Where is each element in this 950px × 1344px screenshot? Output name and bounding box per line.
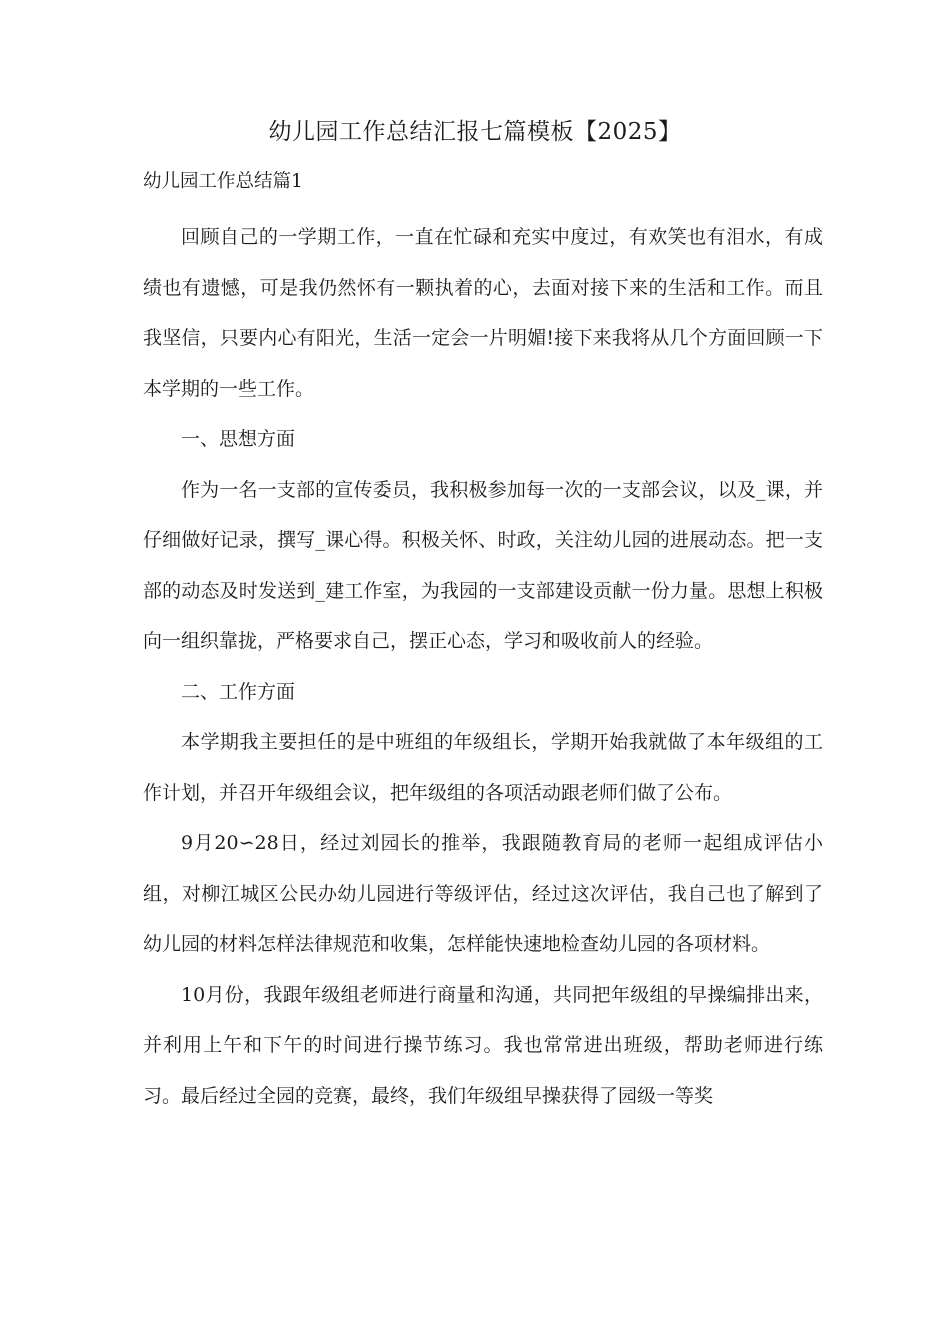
document-body <box>143 212 823 1121</box>
paragraph: 9月20∽28日，经过刘园长的推举，我跟随教育局的老师一起组成评估小组，对柳江城区公民办幼儿园进行等级评估，经过这次评估，我自己也了解到了幼儿园的材料怎样法律规范和收集，怎样能快速地检查幼儿园的各项材料。 <box>143 832 823 955</box>
section-subtitle: 幼儿园工作总结篇1 <box>143 171 303 192</box>
paragraph: 10月份，我跟年级组老师进行商量和沟通，共同把年级组的早操编排出来，并利用上午和下午的时间进行操节练习。我也常常进出班级，帮助老师进行练习。最后经过全园的竞赛，最终，我们年级组早操获得了园级一等奖 <box>143 983 823 1107</box>
paragraph: 本学期我主要担任的是中班组的年级组长，学期开始我就做了本年级组的工作计划，并召开年级组会议，把年级组的各项活动跟老师们做了公布。 <box>143 731 823 804</box>
section-heading: 一、思想方面 <box>181 428 296 450</box>
paragraph: 作为一名一支部的宣传委员，我积极参加每一次的一支部会议，以及_课，并仔细做好记录，撰写_课心得。积极关怀、时政，关注幼儿园的进展动态。把一支部的动态及时发送到_建工作室，为我园的一支部建设贡献一份力量。思想上积极向一组织靠拢，严格要求自己，摆正心态，学习和吸收前人的经验。 <box>143 478 823 652</box>
section-heading: 二、工作方面 <box>181 680 296 703</box>
paragraph: 回顾自己的一学期工作，一直在忙碌和充实中度过，有欢笑也有泪水，有成绩也有遗憾，可是我仍然怀有一颗执着的心，去面对接下来的生活和工作。而且我坚信，只要内心有阳光，生活一定会一片明媚!接下来我将从几个方面回顾一下本学期的一些工作。 <box>143 226 823 400</box>
document-title: 幼儿园工作总结汇报七篇模板【2025】 <box>268 119 682 145</box>
